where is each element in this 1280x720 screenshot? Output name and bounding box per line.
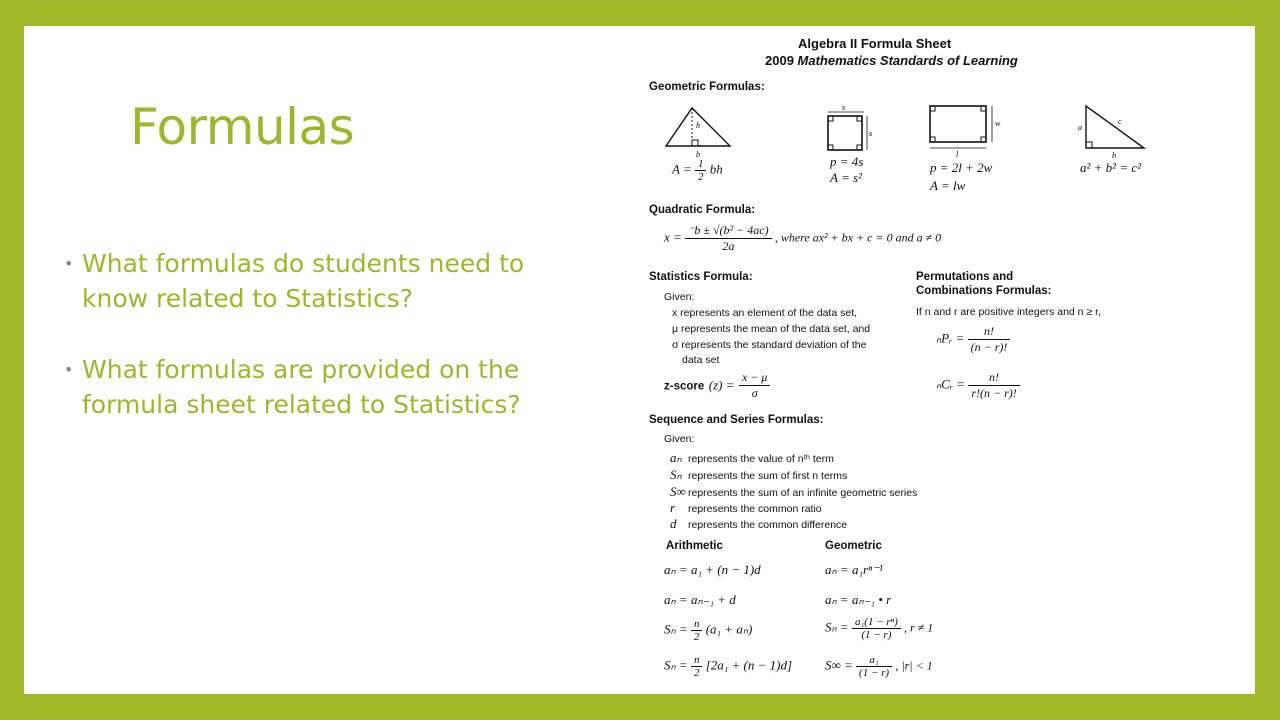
arithmetic-nth-term: aₙ = a₁ + (n − 1)d — [664, 562, 761, 577]
sequence-heading: Sequence and Series Formulas: — [649, 414, 824, 426]
permutations-condition: If n and r are positive integers and n ≥ r, — [916, 306, 1101, 318]
permutation-formula: ₙPᵣ = $\frac{n!}{(n - r)!}$ — [936, 324, 1010, 355]
rectangle-perimeter-formula: p = 2l + 2w — [930, 160, 993, 175]
svg-text:s: s — [842, 104, 846, 112]
arithmetic-recursive: aₙ = aₙ₋₁ + d — [664, 592, 736, 607]
statistics-line: data set — [682, 354, 720, 366]
bullet-item — [60, 246, 530, 316]
sequence-def: Sₙ represents the sum of first n terms — [670, 467, 848, 482]
combinations-heading: Combinations Formulas: — [916, 285, 1052, 297]
geometric-series-heading: Geometric — [825, 540, 882, 552]
bullet-dot-icon: • — [64, 360, 74, 379]
geometric-recursive: aₙ = aₙ₋₁ • r — [825, 592, 892, 607]
rectangle-diagram — [926, 104, 1004, 160]
arithmetic-heading: Arithmetic — [666, 540, 723, 552]
statistics-heading: Statistics Formula: — [649, 271, 753, 283]
square-area-formula: A = s² — [830, 170, 862, 185]
slide-title: Formulas — [130, 98, 355, 156]
statistics-line: μ represents the mean of the data set, and — [672, 323, 871, 335]
quadratic-formula: x = $\frac{\text{⁻b ± √(b² − 4ac)}}{2a}$ , where ax² + bx + c = 0 and a ≠ 0 — [664, 223, 942, 253]
svg-text:l: l — [956, 150, 959, 159]
svg-text:w: w — [995, 119, 1001, 128]
z-score-formula: z-score (z) = $\frac{x - \mu}{\sigma}$ — [664, 370, 770, 401]
svg-text:b: b — [1112, 151, 1116, 160]
sequence-def: r represents the common ratio — [670, 500, 822, 515]
rectangle-area-formula: A = lw — [930, 178, 966, 193]
statistics-given: Given: — [664, 291, 695, 303]
svg-text:a: a — [1078, 123, 1082, 132]
svg-text:b: b — [696, 150, 700, 159]
permutations-heading: Permutations and — [916, 271, 1014, 283]
triangle-area-formula: A = $\frac{1}{2}$ bh — [672, 158, 723, 183]
svg-text:c: c — [1118, 117, 1122, 126]
statistics-line: σ represents the standard deviation of the — [672, 339, 867, 351]
statistics-line: x represents an element of the data set, — [672, 307, 858, 319]
arithmetic-sum: Sₙ = $\frac{n}{2}$ (a₁ + aₙ) — [664, 618, 753, 643]
svg-text:s: s — [869, 129, 873, 138]
formula-sheet-image — [634, 26, 1154, 694]
triangle-diagram — [664, 104, 734, 160]
sheet-subtitle: 2009 Mathematics Standards of Learning — [765, 53, 1018, 68]
arithmetic-sum-alt: Sₙ = $\frac{n}{2}$ [2a₁ + (n − 1)d] — [664, 654, 793, 679]
geometric-sum: Sₙ = $\frac{\text{a₁(1 − rⁿ)}}{(1 - r)}$ , r ≠ 1 — [825, 616, 934, 641]
sequence-def: S∞ represents the sum of an infinite geometric series — [670, 484, 918, 499]
slide — [24, 26, 1255, 694]
bullet-text: What formulas do students need to know related to Statistics? — [82, 249, 525, 313]
sequence-def: d represents the common difference — [670, 516, 848, 531]
square-diagram — [824, 104, 876, 160]
svg-text:h: h — [696, 121, 700, 130]
bullet-item — [60, 352, 530, 422]
sequence-def: aₙ represents the value of nᵗʰ term — [670, 450, 834, 465]
bullet-list — [60, 246, 530, 458]
bullet-text: What formulas are provided on the formula sheet related to Statistics? — [82, 355, 521, 419]
sequence-given: Given: — [664, 433, 695, 445]
right-triangle-diagram — [1064, 104, 1154, 160]
geometric-heading: Geometric Formulas: — [649, 81, 765, 93]
sheet-title: Algebra II Formula Sheet — [798, 36, 952, 51]
bullet-dot-icon: • — [64, 254, 74, 273]
combination-formula: ₙCᵣ = $\frac{n!}{r!(n - r)!}$ — [936, 370, 1020, 401]
quadratic-heading: Quadratic Formula: — [649, 204, 756, 216]
geometric-infinite-sum: S∞ = $\frac{\text{a₁}}{(1 - r)}$ , |r| < 1 — [825, 654, 933, 679]
pythagorean-formula: a² + b² = c² — [1080, 160, 1142, 175]
square-perimeter-formula: p = 4s — [830, 154, 864, 169]
geometric-nth-term: aₙ = a₁rⁿ⁻¹ — [825, 562, 883, 577]
